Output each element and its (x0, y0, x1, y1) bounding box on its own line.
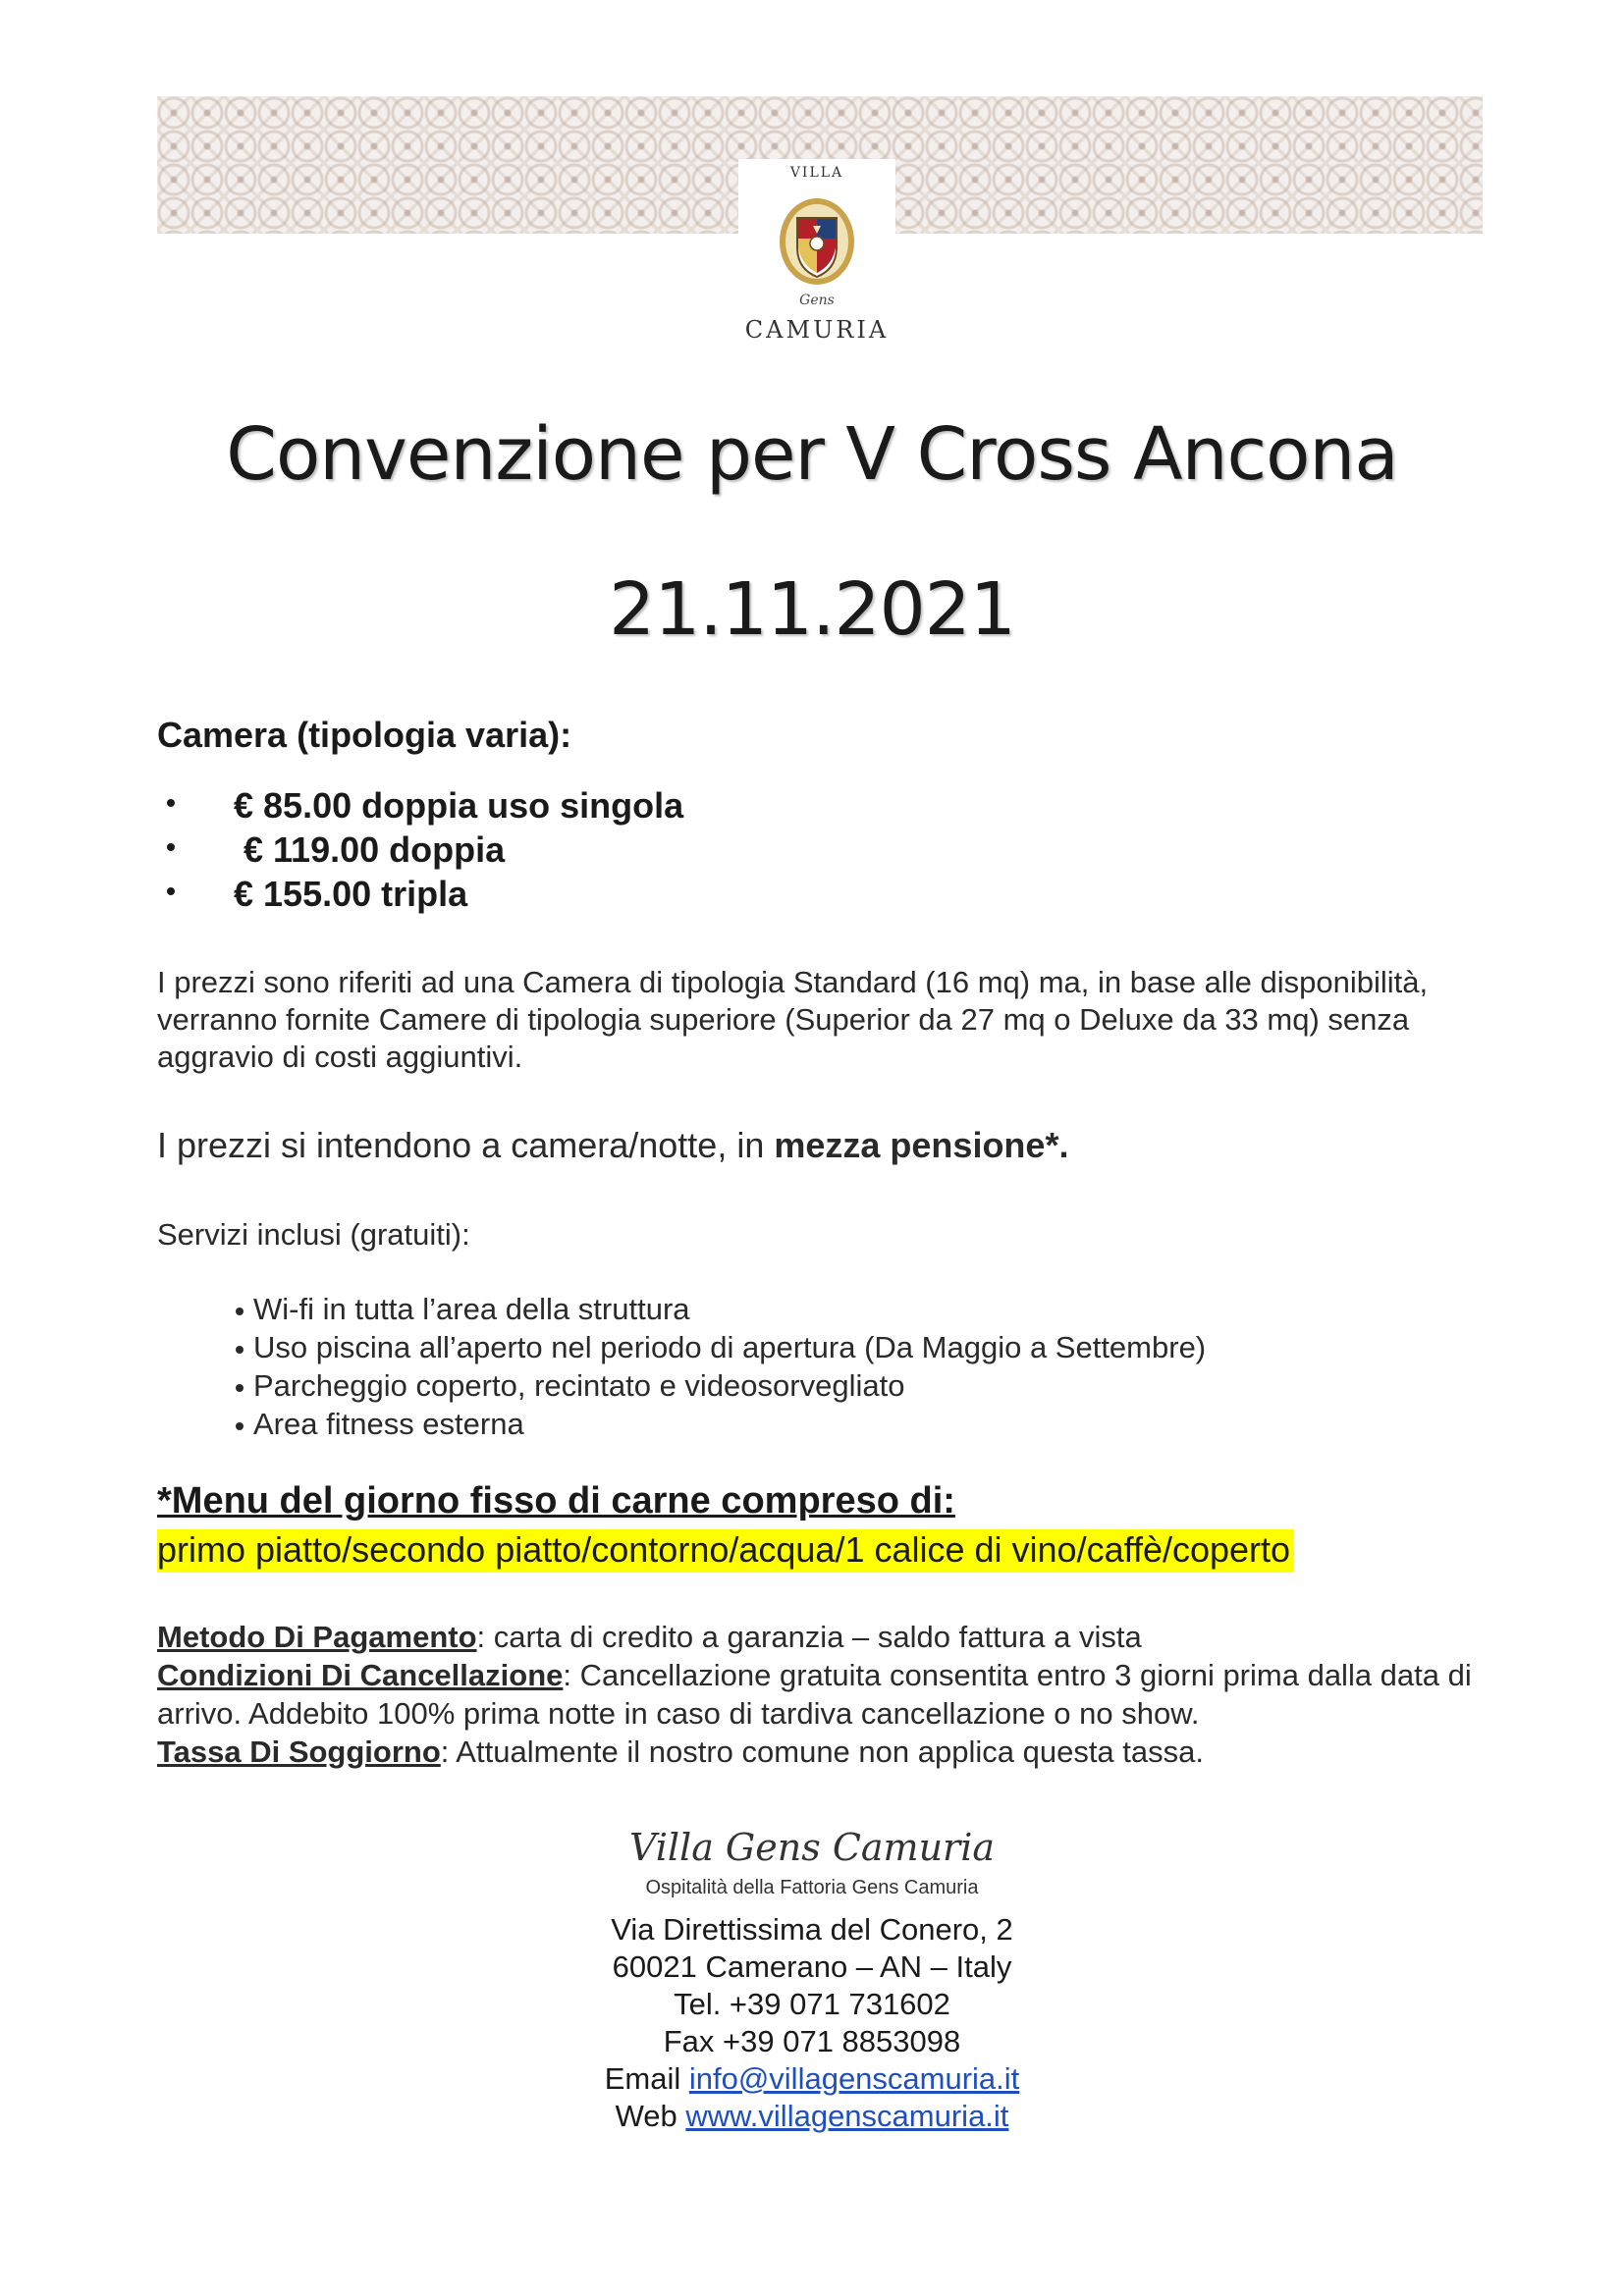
payment-text: : carta di credito a garanzia – saldo fattura a vista (476, 1620, 1142, 1654)
half-board-prefix: I prezzi si intendono a camera/notte, in (157, 1125, 775, 1165)
service-fitness: Area fitness esterna (253, 1407, 524, 1441)
footer-web-label: Web (615, 2099, 686, 2133)
tax-label: Tassa Di Soggiorno (157, 1735, 441, 1769)
footer-address-city: 60021 Camerano – AN – Italy (612, 1949, 1012, 1984)
service-wifi: Wi-fi in tutta l’area della struttura (253, 1292, 690, 1326)
bullet-icon (236, 1422, 244, 1430)
footer-email-label: Email (604, 2061, 689, 2096)
footer-villa-name: Villa Gens Camuria (628, 1826, 996, 1869)
logo-camuria-text: CAMURIA (744, 316, 890, 344)
tax-text: : Attualmente il nostro comune non applica questa tassa. (440, 1735, 1204, 1769)
cancellation-label: Condizioni Di Cancellazione (157, 1658, 564, 1692)
footer-fax: Fax +39 071 8853098 (663, 2024, 961, 2058)
website-link[interactable]: www.villagenscamuria.it (685, 2099, 1009, 2133)
bullet-icon (236, 1346, 244, 1354)
cancellation-text: : Cancellazione gratuita consentita entro 3 giorni prima dalla data di arrivo. Addebito 100% prima notte in caso di tardiva cancellazione o no show. (157, 1658, 1472, 1731)
price-single: € 85.00 doppia uso singola (234, 785, 684, 826)
bullet-icon (167, 799, 175, 807)
menu-items-highlight: primo piatto/secondo piatto/contorno/acqua/1 calice di vino/caffè/coperto (157, 1529, 1294, 1573)
price-triple: € 155.00 tripla (234, 874, 468, 914)
price-double: € 119.00 doppia (234, 829, 506, 870)
footer-email-line (0, 2061, 1624, 2097)
logo-gens-text: Gens (799, 293, 835, 308)
bullet-icon (167, 843, 175, 851)
services-label: Servizi inclusi (gratuiti): (157, 1217, 470, 1252)
terms-section (157, 1618, 1512, 1771)
footer-web-line (0, 2099, 1624, 2134)
payment-label: Metodo Di Pagamento (157, 1620, 477, 1654)
camera-heading: Camera (tipologia varia): (157, 715, 572, 755)
half-board-bold: mezza pensione*. (774, 1125, 1069, 1165)
footer-telephone: Tel. +39 071 731602 (674, 1987, 950, 2021)
event-date: 21.11.2021 (609, 567, 1015, 652)
page-title: Convenzione per V Cross Ancona (226, 412, 1398, 497)
crest-icon (778, 196, 856, 287)
half-board-note (157, 1127, 1502, 1164)
footer-address-street: Via Direttissima del Conero, 2 (611, 1912, 1013, 1947)
prices-note: I prezzi sono riferiti ad una Camera di tipologia Standard (16 mq) ma, in base alle disponibilità, verranno fornite Camere di tipologia superiore (Superior da 27 mq o Deluxe da 33 mq) senza aggravio di costi aggiuntivi. (157, 965, 1429, 1074)
bullet-icon (236, 1308, 244, 1315)
service-parking: Parcheggio coperto, recintato e videosorvegliato (253, 1368, 905, 1403)
footer-subtitle: Ospitalità della Fattoria Gens Camuria (645, 1877, 979, 1898)
service-pool: Uso piscina all’aperto nel periodo di apertura (Da Maggio a Settembre) (253, 1330, 1207, 1364)
bullet-icon (167, 887, 175, 895)
bullet-icon (236, 1384, 244, 1392)
villa-logo (738, 159, 895, 355)
menu-heading: *Menu del giorno fisso di carne compreso di: (157, 1480, 955, 1522)
email-link[interactable]: info@villagenscamuria.it (688, 2061, 1020, 2096)
logo-villa-text: VILLA (789, 165, 844, 181)
